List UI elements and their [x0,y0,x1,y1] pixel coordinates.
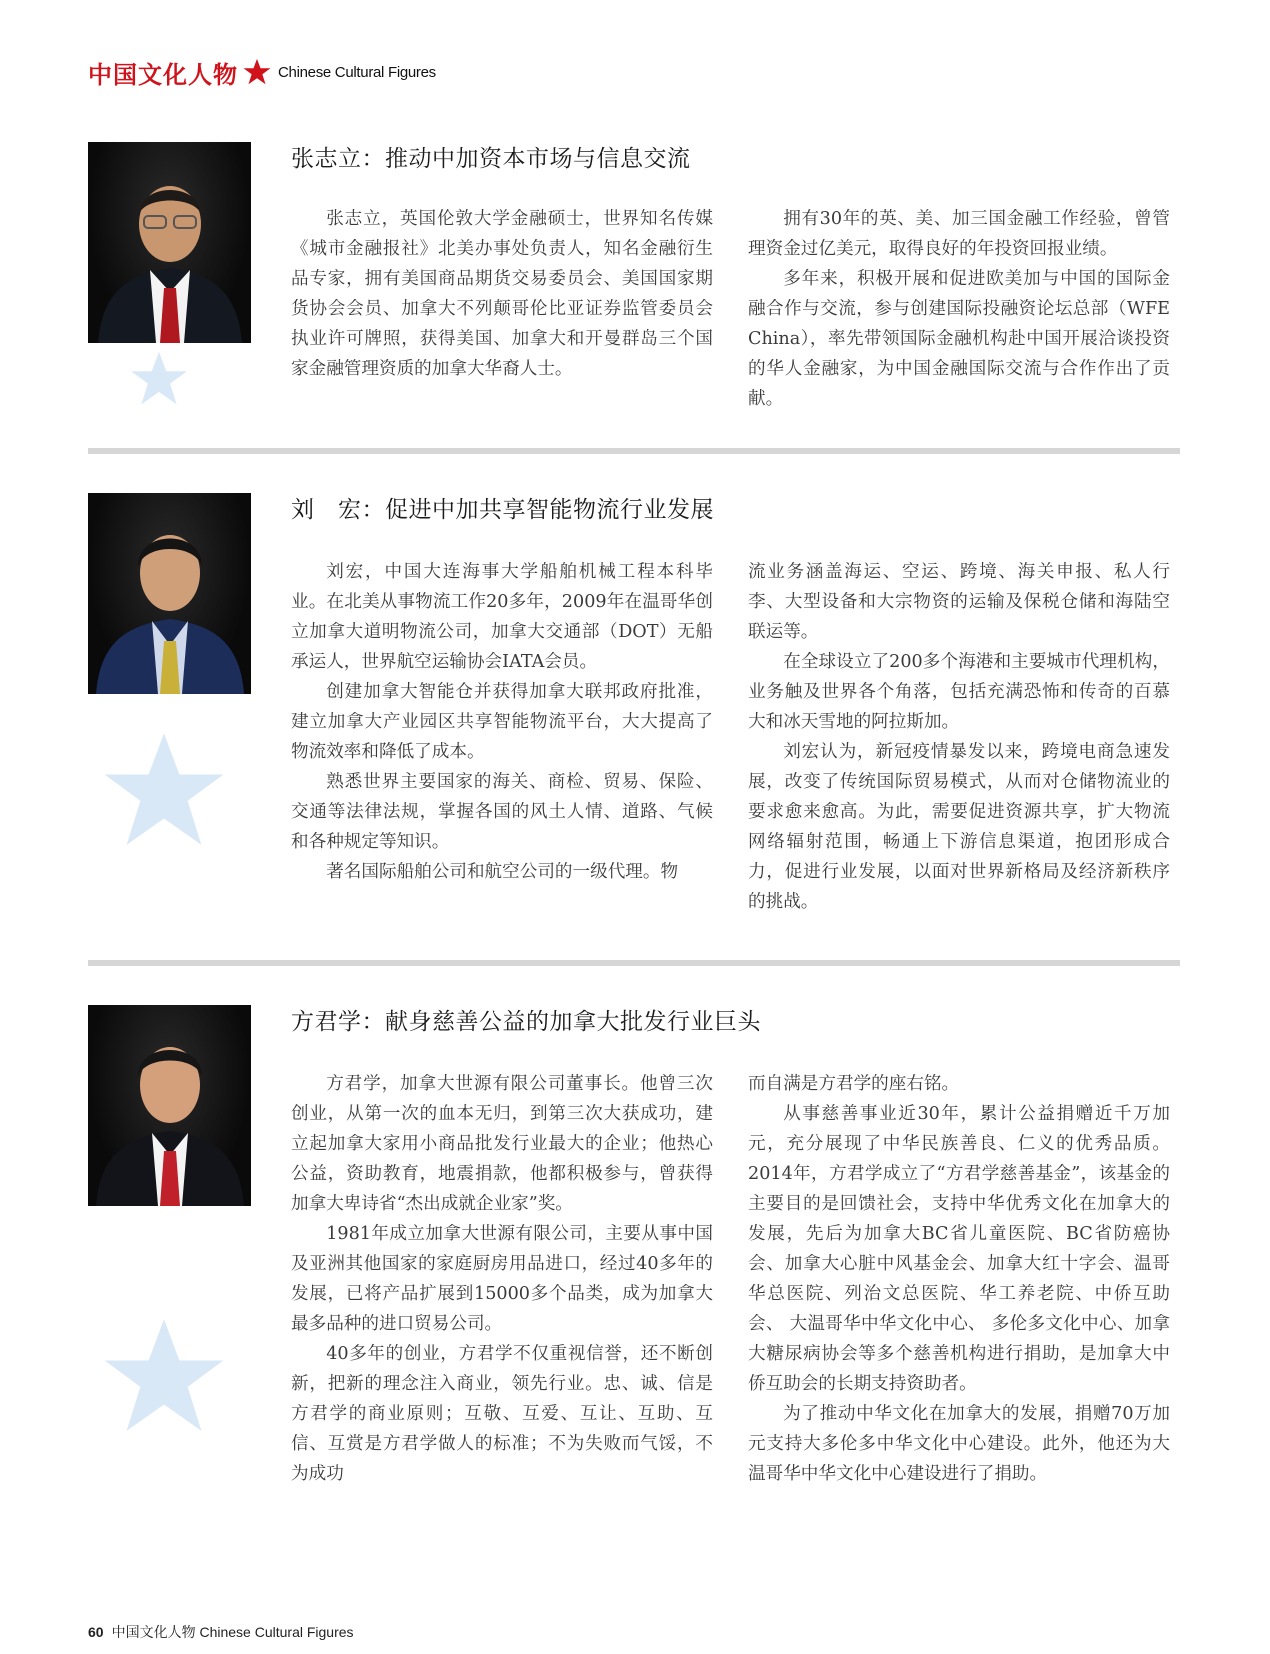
paragraph: 在全球设立了200多个海港和主要城市代理机构，业务触及世界各个角落，包括充满恐怖和传奇的百慕大和冰天雪地的阿拉斯加。 [748,652,1170,732]
paragraph: 从事慈善事业近30年，累计公益捐赠近千万加元，充分展现了中华民族善良、仁义的优秀品质。2014年，方君学成立了“方君学慈善基金”，该基金的主要目的是回馈社会，支持中华优秀文化在加拿大的发展，先后为加拿大BC省儿童医院、BC省防癌协会、加拿大心脏中风基金会、加拿大红十字会、温哥华总医院、列治文总医院、华工养老院、中侨互助会、 大温哥华中华文化中心、 多伦多文化中心、加拿大糖尿病协会等多个慈善机构进行捐助，是加拿大中侨互助会的长期支持资助者。 [748,1104,1170,1394]
masthead [88,52,436,92]
portrait-photo [88,142,251,343]
profile-text-right [748,204,1170,414]
profile-text-left [291,1069,713,1489]
profile-title: 方君学：献身慈善公益的加拿大批发行业巨头 [291,1009,761,1035]
profile-text-left [291,557,713,887]
decorative-star-icon [98,1311,230,1443]
decorative-star-icon [128,348,190,410]
paragraph: 而自满是方君学的座右铭。 [748,1074,960,1094]
paragraph: 多年来，积极开展和促进欧美加与中国的国际金融合作与交流，参与创建国际投融资论坛总部（WFE China），率先带领国际金融机构赴中国开展洽谈投资的华人金融家，为中国金融国际交流与合作作出了贡献。 [748,269,1170,409]
paragraph: 创建加拿大智能仓并获得加拿大联邦政府批准，建立加拿大产业园区共享智能物流平台，大大提高了物流效率和降低了成本。 [291,682,713,762]
page-number: 60 [88,1624,104,1640]
profile-text-right [748,1069,1170,1489]
footer-publication: 中国文化人物 Chinese Cultural Figures [111,1624,354,1640]
paragraph: 拥有30年的英、美、加三国金融工作经验，曾管理资金过亿美元，取得良好的年投资回报业绩。 [748,209,1170,259]
profile-section-3 [88,1005,1180,1565]
masthead-title-cn: 中国文化人物 [88,59,238,89]
paragraph: 著名国际船舶公司和航空公司的一级代理。物 [326,862,679,882]
portrait-photo [88,1005,251,1206]
portrait-photo [88,493,251,694]
section-divider [88,960,1180,966]
profile-title: 刘 宏：促进中加共享智能物流行业发展 [291,497,714,523]
section-divider [88,448,1180,454]
paragraph: 熟悉世界主要国家的海关、商检、贸易、保险、交通等法律法规，掌握各国的风土人情、道路、气候和各种规定等知识。 [291,772,713,852]
profile-section-1 [88,142,1180,412]
page-footer [88,1622,354,1642]
paragraph: 1981年成立加拿大世源有限公司，主要从事中国及亚洲其他国家的家庭厨房用品进口，经过40多年的发展，已将产品扩展到15000多个品类，成为加拿大最多品种的进口贸易公司。 [291,1224,713,1334]
paragraph: 40多年的创业，方君学不仅重视信誉，还不断创新，把新的理念注入商业，领先行业。忠、诚、信是方君学的商业原则；互敬、互爱、互让、互助、互信、互赏是方君学做人的标准；不为失败而气馁，不为成功 [291,1344,713,1484]
star-icon [242,57,272,87]
profile-text-right [748,557,1170,917]
profile-text-left [291,204,713,384]
paragraph: 流业务涵盖海运、空运、跨境、海关申报、私人行李、大型设备和大宗物资的运输及保税仓储和海陆空联运等。 [748,562,1170,642]
paragraph: 为了推动中华文化在加拿大的发展，捐赠70万加元支持大多伦多中华文化中心建设。此外，他还为大温哥华中华文化中心建设进行了捐助。 [748,1404,1170,1484]
profile-title: 张志立：推动中加资本市场与信息交流 [291,146,691,172]
paragraph: 张志立，英国伦敦大学金融硕士，世界知名传媒《城市金融报社》北美办事处负责人，知名金融衍生品专家，拥有美国商品期货交易委员会、美国国家期货协会会员、加拿大不列颠哥伦比亚证券监管委员会执业许可牌照，获得美国、加拿大和开曼群岛三个国家金融管理资质的加拿大华裔人士。 [291,209,713,379]
decorative-star-icon [98,725,230,857]
masthead-title-en: Chinese Cultural Figures [278,63,436,81]
paragraph: 刘宏，中国大连海事大学船舶机械工程本科毕业。在北美从事物流工作20多年，2009年在温哥华创立加拿大道明物流公司，加拿大交通部（DOT）无船承运人，世界航空运输协会IATA会员。 [291,562,713,672]
paragraph: 刘宏认为，新冠疫情暴发以来，跨境电商急速发展，改变了传统国际贸易模式，从而对仓储物流业的要求愈来愈高。为此，需要促进资源共享，扩大物流网络辐射范围，畅通上下游信息渠道，抱团形成合力，促进行业发展，以面对世界新格局及经济新秩序的挑战。 [748,742,1170,912]
paragraph: 方君学，加拿大世源有限公司董事长。他曾三次创业，从第一次的血本无归，到第三次大获成功，建立起加拿大家用小商品批发行业最大的企业；他热心公益，资助教育，地震捐款，他都积极参与，曾获得加拿大卑诗省“杰出成就企业家”奖。 [291,1074,713,1214]
profile-section-2 [88,493,1180,913]
